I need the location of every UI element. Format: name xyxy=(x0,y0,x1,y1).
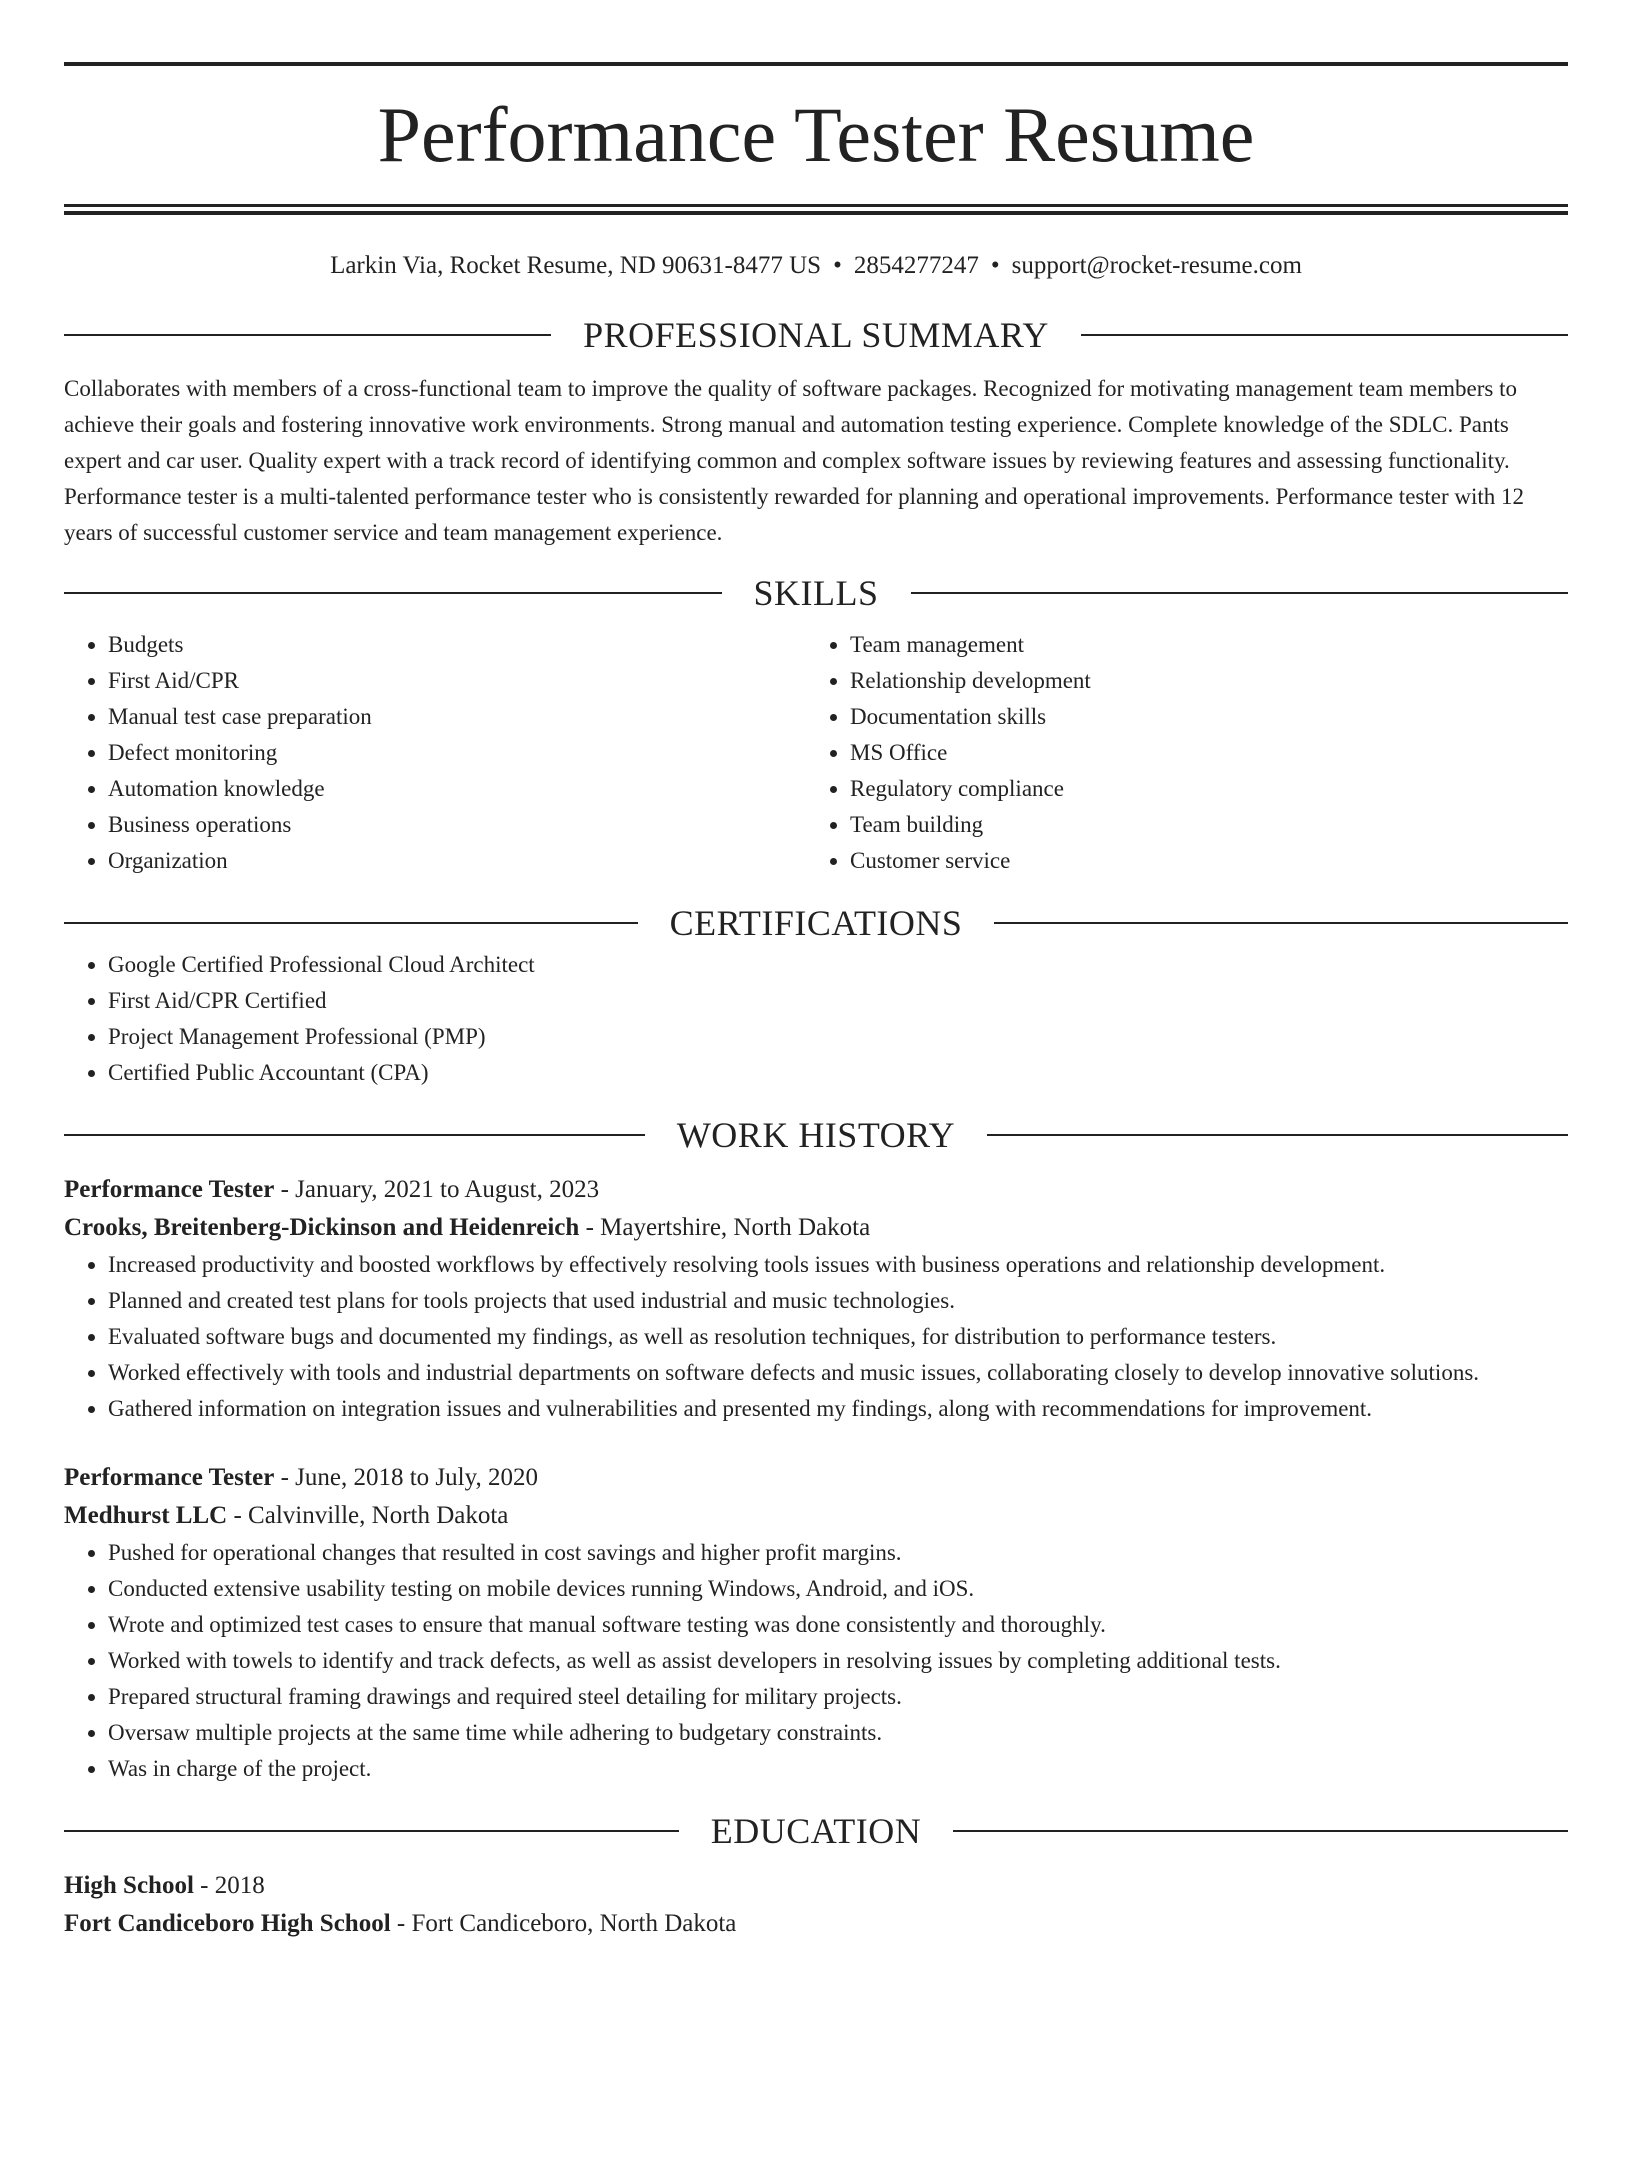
skill-item: • Team management xyxy=(850,627,1548,663)
skills-left-column xyxy=(64,627,806,879)
heading-rule xyxy=(64,334,551,336)
certification-item: • Project Management Professional (PMP) xyxy=(108,1019,1568,1055)
heading-rule xyxy=(1081,334,1568,336)
skill-item: • MS Office xyxy=(850,735,1548,771)
skill-item: • Business operations xyxy=(108,807,806,843)
section-title: CERTIFICATIONS xyxy=(669,903,963,943)
skill-item: • Regulatory compliance xyxy=(850,771,1548,807)
skill-item: • Manual test case preparation xyxy=(108,699,806,735)
education-degree: High School xyxy=(64,1872,194,1899)
job-entry xyxy=(64,1171,1568,1427)
job-title-line xyxy=(64,1171,1568,1209)
job-bullet: • Was in charge of the project. xyxy=(108,1751,1568,1787)
section-title: EDUCATION xyxy=(710,1811,922,1851)
job-location: - Calvinville, North Dakota xyxy=(227,1502,509,1529)
education-degree-line xyxy=(64,1867,1568,1905)
summary-heading xyxy=(64,311,1568,359)
job-bullet: • Planned and created test plans for tools projects that used industrial and music technologies. xyxy=(108,1283,1568,1319)
job-bullets xyxy=(64,1535,1568,1787)
skill-item: • Defect monitoring xyxy=(108,735,806,771)
summary-text: Collaborates with members of a cross-functional team to improve the quality of software packages. Recognized for motivating management team members to achieve their goals and fostering innovative work environments. Strong manual and automation testing experience. Complete knowledge of the SDLC. Pants expert and car user. Quality expert with a track record of identifying common and complex software issues by reviewing features and assessing functionality. Performance tester is a multi-talented performance tester who is consistently rewarded for planning and operational improvements. Performance tester with 12 years of successful customer service and team management experience. xyxy=(64,376,1525,545)
section-title: WORK HISTORY xyxy=(676,1115,956,1155)
top-rule xyxy=(64,62,1568,66)
job-bullet: • Worked with towels to identify and track defects, as well as assist developers in resolving issues by completing additional tests. xyxy=(108,1643,1568,1679)
education-school: Fort Candiceboro High School xyxy=(64,1910,391,1937)
job-company-line xyxy=(64,1497,1568,1535)
contact-separator: • xyxy=(990,252,1000,279)
certification-item: • First Aid/CPR Certified xyxy=(108,983,1568,1019)
job-company-line xyxy=(64,1209,1568,1247)
education-location: - Fort Candiceboro, North Dakota xyxy=(390,1910,737,1937)
heading-rule xyxy=(64,1134,645,1136)
job-title-line xyxy=(64,1459,1568,1497)
work-history-heading xyxy=(64,1111,1568,1159)
heading-rule xyxy=(64,1830,679,1832)
skills-columns xyxy=(64,627,1568,879)
section-title: PROFESSIONAL SUMMARY xyxy=(583,315,1049,355)
job-entry xyxy=(64,1459,1568,1787)
job-bullet: • Gathered information on integration issues and vulnerabilities and presented my findings, along with recommendations for improvement. xyxy=(108,1391,1568,1427)
contact-line xyxy=(64,249,1568,283)
job-bullet: • Evaluated software bugs and documented my findings, as well as resolution techniques, for distribution to performance testers. xyxy=(108,1319,1568,1355)
heading-rule xyxy=(953,1830,1568,1832)
skill-item: • Relationship development xyxy=(850,663,1548,699)
certification-item: • Google Certified Professional Cloud Architect xyxy=(108,947,1568,983)
contact-address: Larkin Via, Rocket Resume, ND 90631-8477 US xyxy=(330,252,822,279)
skill-item: • Organization xyxy=(108,843,806,879)
job-bullet: • Increased productivity and boosted workflows by effectively resolving tools issues with business operations and relationship development. xyxy=(108,1247,1568,1283)
job-bullet: • Oversaw multiple projects at the same time while adhering to budgetary constraints. xyxy=(108,1715,1568,1751)
job-bullets xyxy=(64,1247,1568,1427)
certifications-list xyxy=(64,947,1568,1091)
skills-heading xyxy=(64,569,1568,617)
education-year: - 2018 xyxy=(193,1872,265,1899)
resume-title: Performance Tester Resume xyxy=(377,91,1255,178)
heading-rule xyxy=(911,592,1569,594)
education-school-line xyxy=(64,1905,1568,1943)
job-title: Performance Tester xyxy=(64,1464,275,1491)
skills-right-column xyxy=(806,627,1548,879)
heading-rule xyxy=(987,1134,1568,1136)
skill-item: • First Aid/CPR xyxy=(108,663,806,699)
skill-item: • Automation knowledge xyxy=(108,771,806,807)
contact-separator: • xyxy=(833,252,842,279)
contact-phone: 2854277247 xyxy=(853,252,979,279)
job-dates: - January, 2021 to August, 2023 xyxy=(274,1176,600,1203)
job-bullet: • Prepared structural framing drawings and required steel detailing for military projects. xyxy=(108,1679,1568,1715)
certifications-heading xyxy=(64,899,1568,947)
job-bullet: • Worked effectively with tools and industrial departments on software defects and music issues, collaborating closely to develop innovative solutions. xyxy=(108,1355,1568,1391)
title-double-rule xyxy=(64,204,1568,215)
education-heading xyxy=(64,1807,1568,1855)
heading-rule xyxy=(994,922,1568,924)
job-dates: - June, 2018 to July, 2020 xyxy=(274,1464,538,1491)
education-entry xyxy=(64,1867,1568,1943)
section-title: SKILLS xyxy=(753,573,879,613)
job-bullet: • Wrote and optimized test cases to ensure that manual software testing was done consistently and thoroughly. xyxy=(108,1607,1568,1643)
resume-page xyxy=(0,62,1632,2174)
job-company: Crooks, Breitenberg-Dickinson and Heidenreich xyxy=(64,1214,580,1241)
heading-rule xyxy=(64,922,638,924)
skill-item: • Budgets xyxy=(108,627,806,663)
certification-item: • Certified Public Accountant (CPA) xyxy=(108,1055,1568,1091)
job-company: Medhurst LLC xyxy=(64,1502,228,1529)
job-location: - Mayertshire, North Dakota xyxy=(579,1214,871,1241)
skill-item: • Documentation skills xyxy=(850,699,1548,735)
contact-email: support@rocket-resume.com xyxy=(1011,252,1302,279)
skill-item: • Team building xyxy=(850,807,1548,843)
heading-rule xyxy=(64,592,722,594)
skill-item: • Customer service xyxy=(850,843,1548,879)
job-bullet: • Conducted extensive usability testing on mobile devices running Windows, Android, and iOS. xyxy=(108,1571,1568,1607)
job-title: Performance Tester xyxy=(64,1176,275,1203)
job-bullet: • Pushed for operational changes that resulted in cost savings and higher profit margins. xyxy=(108,1535,1568,1571)
